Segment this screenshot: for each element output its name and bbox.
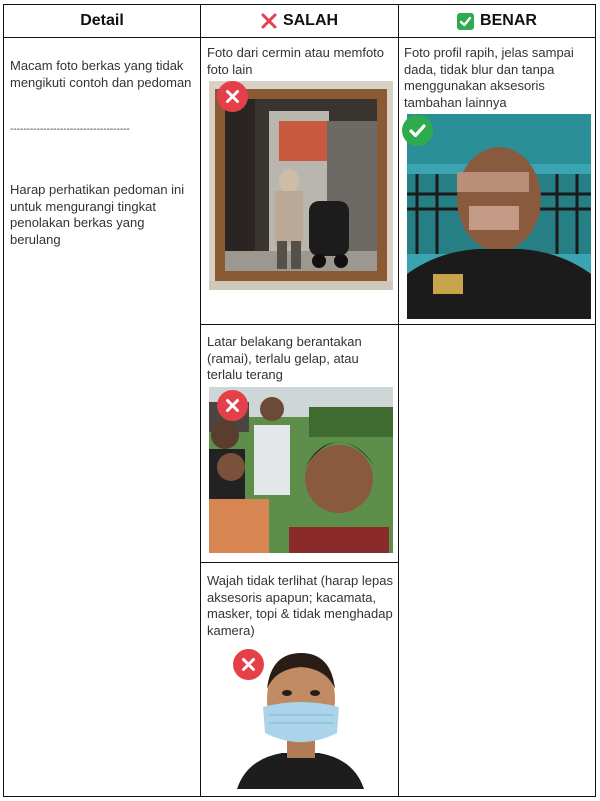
- wrong-badge-icon: [217, 390, 248, 421]
- header-detail: [4, 5, 200, 37]
- header-benar: [399, 5, 595, 37]
- header-benar-label: BENAR: [480, 12, 537, 29]
- border-row2: [200, 562, 398, 563]
- header-salah-label: SALAH: [282, 12, 339, 29]
- border-left: [3, 4, 4, 797]
- mirror-photo: [209, 81, 393, 290]
- benar-caption: Foto profil rapih, jelas sampai dada, tidak blur dan tanpa menggunakan aksesoris tambahan lainnya: [404, 45, 574, 110]
- border-col2: [398, 4, 399, 797]
- border-header: [3, 37, 596, 38]
- border-row1: [200, 324, 596, 325]
- right-badge-icon: [402, 115, 433, 146]
- check-box-icon: [457, 13, 474, 30]
- profile-photo: [407, 114, 591, 319]
- wrong-badge-icon: [233, 649, 264, 680]
- wrong-badge-icon: [217, 81, 248, 112]
- border-right: [595, 4, 596, 797]
- salah-caption-3: Wajah tidak terlihat (harap lepas aksesoris apapun; kacamata, masker, topi & tidak menghadap kamera): [207, 573, 393, 638]
- header-detail-label: Detail: [80, 12, 124, 29]
- detail-text-2: Harap perhatikan pedoman ini untuk mengurangi tingkat penolakan berkas yang berulang: [10, 182, 185, 247]
- border-col1: [200, 4, 201, 797]
- detail-text-1: Macam foto berkas yang tidak mengikuti contoh dan pedoman: [10, 58, 192, 90]
- cross-icon: [261, 13, 277, 29]
- header-salah: [201, 5, 398, 37]
- salah-caption-1: Foto dari cermin atau memfoto foto lain: [207, 45, 385, 77]
- border-bottom: [3, 796, 596, 797]
- salah-caption-2: Latar belakang berantakan (ramai), terlalu gelap, atau terlalu terang: [207, 334, 362, 382]
- detail-divider: ------------------------------------: [10, 124, 130, 135]
